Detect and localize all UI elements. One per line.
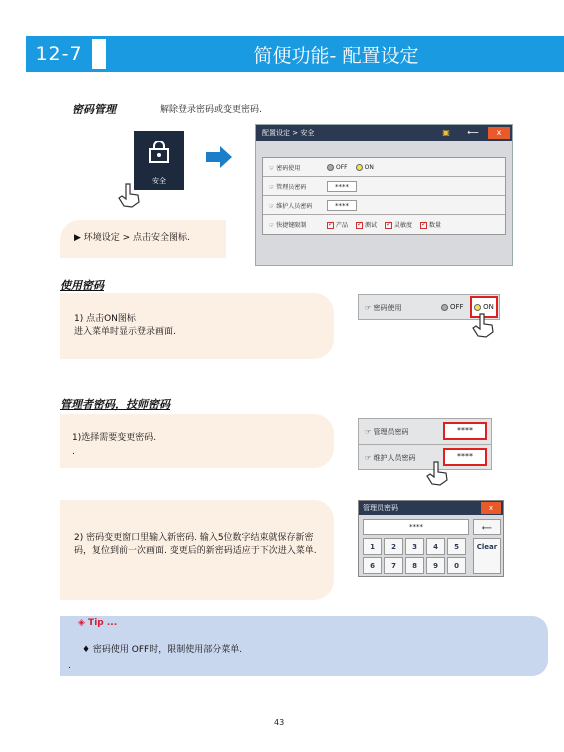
keypad-display[interactable]: **** [363,519,469,535]
admin-pw-dot: . [72,447,75,457]
check-test[interactable]: ✓ 测试 [356,220,377,229]
keypad-title: 管理员密码 [363,504,398,512]
key-7[interactable]: 7 [384,557,403,574]
maint-password-field[interactable]: **** [327,200,357,211]
change-pw-text: 2) 密码变更窗口里输入新密码. 输入5位数字结束就保存新密码，复位到前一次画面. 变更后的新密码适应于下次进入菜单. [74,533,317,556]
on-radio[interactable]: ON [356,164,374,171]
check-sensitivity[interactable]: ✓ 灵敏度 [385,220,412,229]
pointing-hand-icon [424,460,450,486]
tip-text: ♦ 密码使用 OFF时，限制使用部分菜单. [82,645,243,655]
row-admin-password: ☞ 管理员密码 **** [263,177,505,196]
security-icon-label: 安全 [152,177,166,185]
row-shortcut-limit: ☞ 快捷键限制 ✓ 产品 ✓ 测试 ✓ 灵敏度 ✓ 数量 [263,215,505,234]
key-1[interactable]: 1 [363,538,382,555]
password-use-crop: ☞ 密码使用 OFF ON [358,294,500,320]
off-radio-crop[interactable]: OFF [441,303,464,311]
folder-icon[interactable]: ▣ [442,128,450,137]
section-number: 12-7 [26,36,92,72]
lock-icon [149,141,169,163]
use-pw-line2: 进入菜单时显示登录画面. [74,327,176,337]
admin-pw-heading: 管理者密码，技师密码 [60,398,170,411]
use-pw-line1: 1) 点击ON图标 [74,314,136,324]
key-8[interactable]: 8 [405,557,424,574]
right-arrow-icon [206,146,232,168]
window-title: 配置设定 > 安全 [262,129,315,137]
check-quantity[interactable]: ✓ 数量 [420,220,441,229]
key-2[interactable]: 2 [384,538,403,555]
keypad-close-button[interactable]: x [481,502,501,514]
back-arrow-icon[interactable]: ⟵ [467,128,479,137]
change-pw-panel [60,500,334,600]
key-9[interactable]: 9 [426,557,445,574]
header-divider [92,36,106,72]
key-5[interactable]: 5 [447,538,466,555]
pointing-hand-icon [116,182,142,208]
nav-instruction-panel [60,220,226,258]
check-product[interactable]: ✓ 产品 [327,220,348,229]
admin-pw-panel [60,414,334,468]
pw-mgmt-desc: 解除登录密码或变更密码. [160,105,262,115]
row-password-use: ☞ 密码使用 OFF ON [263,158,505,177]
on-button-highlight[interactable]: ON [470,296,498,318]
page-number: 43 [274,718,285,727]
use-pw-panel [60,293,334,359]
key-3[interactable]: 3 [405,538,424,555]
clear-key[interactable]: Clear [473,538,501,574]
admin-password-crop: ☞ 管理员密码 **** ☞ 维护人员密码 **** [358,418,492,470]
use-pw-heading: 使用密码 [60,279,104,292]
pointing-hand-icon [470,312,496,338]
page-title: 简便功能- 配置设定 [106,36,564,72]
maint-password-highlight[interactable]: **** [443,448,487,466]
security-settings-window [255,124,513,266]
pw-mgmt-heading: 密码管理 [72,103,116,116]
nav-instruction-text: ▶ 环境设定 > 点击安全图标. [74,233,190,243]
key-0[interactable]: 0 [447,557,466,574]
admin-password-field[interactable]: **** [327,181,357,192]
key-6[interactable]: 6 [363,557,382,574]
password-keypad [358,500,504,577]
backspace-key[interactable]: ⟵ [473,519,501,535]
row-maint-password: ☞ 维护人员密码 **** [263,196,505,215]
admin-password-highlight[interactable]: **** [443,422,487,440]
tip-panel [60,616,548,676]
off-radio[interactable]: OFF [327,164,348,171]
tip-dot: . [68,661,71,671]
key-4[interactable]: 4 [426,538,445,555]
tip-title: ◈ Tip ... [78,618,118,628]
admin-pw-line1: 1)选择需要变更密码. [72,433,157,443]
close-button[interactable]: x [488,127,510,139]
